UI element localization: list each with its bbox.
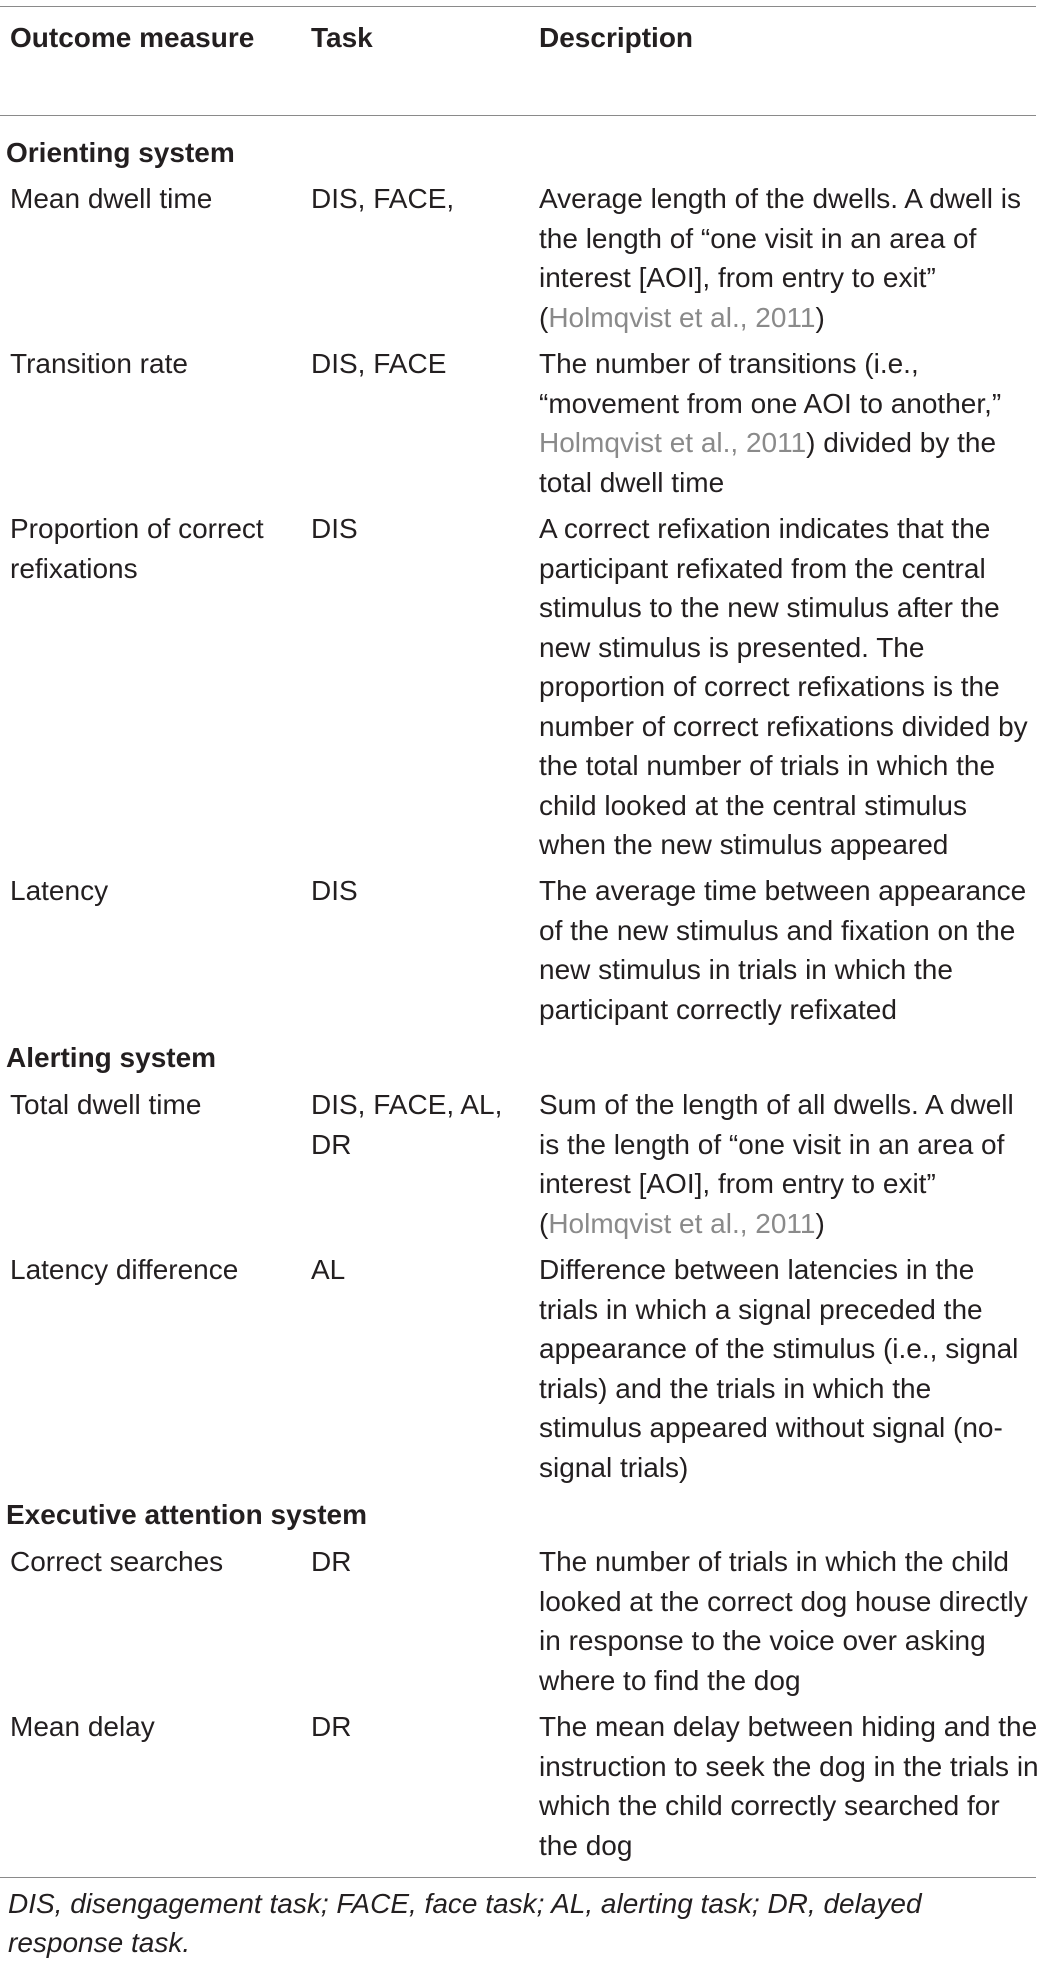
description-text-after: ) xyxy=(815,1207,825,1239)
table-footnote: DIS, disengagement task; FACE, face task; AL, alerting task; DR, delayed response task. xyxy=(8,1888,922,1958)
top-rule xyxy=(0,6,1036,7)
cell-measure: Latency difference xyxy=(10,1254,239,1285)
description-text-after: ) xyxy=(815,301,825,333)
cell-task: DR xyxy=(311,1711,352,1742)
cell-task: DIS, FACE xyxy=(311,348,447,379)
cell-description: Difference between latencies in the trials in which a signal preceded the appearance of the stimulus (i.e., signal trials) and the trials in which the stimulus appeared without signal (no-signal trials) xyxy=(539,1254,1019,1483)
header-description: Description xyxy=(539,22,694,53)
section-title-orienting: Orienting system xyxy=(6,137,235,168)
cell-measure: Correct searches xyxy=(10,1546,224,1577)
cell-description: The number of trials in which the child looked at the correct dog house directly in response to the voice over asking where to find the dog xyxy=(539,1546,1028,1696)
cell-task: DIS xyxy=(311,875,358,906)
cell-description: The mean delay between hiding and the instruction to seek the dog in the trials in which the child correctly searched for the dog xyxy=(539,1711,1039,1861)
cell-measure: Mean dwell time xyxy=(10,183,213,214)
cell-measure: Proportion of correct refixations xyxy=(10,513,264,584)
section-title-executive: Executive attention system xyxy=(6,1499,368,1530)
cell-task: DIS, FACE, xyxy=(311,183,455,214)
cell-measure: Transition rate xyxy=(10,348,188,379)
cell-description xyxy=(539,344,1039,502)
description-text: The number of transitions (i.e., “movement from one AOI to another,” xyxy=(539,348,1002,419)
cell-description xyxy=(539,179,1039,337)
cell-task: DIS, FACE, AL, DR xyxy=(311,1089,503,1160)
cell-description: The average time between appearance of the new stimulus and fixation on the new stimulus in trials in which the participant correctly refixated xyxy=(539,875,1027,1025)
cell-measure: Total dwell time xyxy=(10,1089,202,1120)
description-text: Sum of the length of all dwells. A dwell is the length of “one visit in an area of interest [AOI], from entry to exit” ( xyxy=(539,1089,1014,1239)
cell-measure: Mean delay xyxy=(10,1711,155,1742)
cell-description: A correct refixation indicates that the participant refixated from the central stimulus to the new stimulus after the new stimulus is presented. The proportion of correct refixations is the number of correct refixations divided by the total number of trials in which the child looked at the central stimulus when the new stimulus appeared xyxy=(539,513,1028,860)
header-rule xyxy=(0,115,1036,116)
citation-link[interactable]: Holmqvist et al., 2011 xyxy=(548,301,816,333)
header-task: Task xyxy=(311,22,373,53)
bottom-rule xyxy=(0,1877,1036,1878)
cell-task: AL xyxy=(311,1254,346,1285)
cell-description xyxy=(539,1085,1039,1243)
header-outcome-measure: Outcome measure xyxy=(10,22,255,53)
description-text: Average length of the dwells. A dwell is the length of “one visit in an area of interest [AOI], from entry to exit” ( xyxy=(539,183,1022,333)
description-text-after: ) divided by the total dwell time xyxy=(539,427,997,498)
cell-measure: Latency xyxy=(10,875,109,906)
cell-task: DIS xyxy=(311,513,358,544)
citation-link[interactable]: Holmqvist et al., 2011 xyxy=(548,1207,816,1239)
cell-task: DR xyxy=(311,1546,352,1577)
citation-link[interactable]: Holmqvist et al., 2011 xyxy=(539,427,807,458)
section-title-alerting: Alerting system xyxy=(6,1042,217,1073)
